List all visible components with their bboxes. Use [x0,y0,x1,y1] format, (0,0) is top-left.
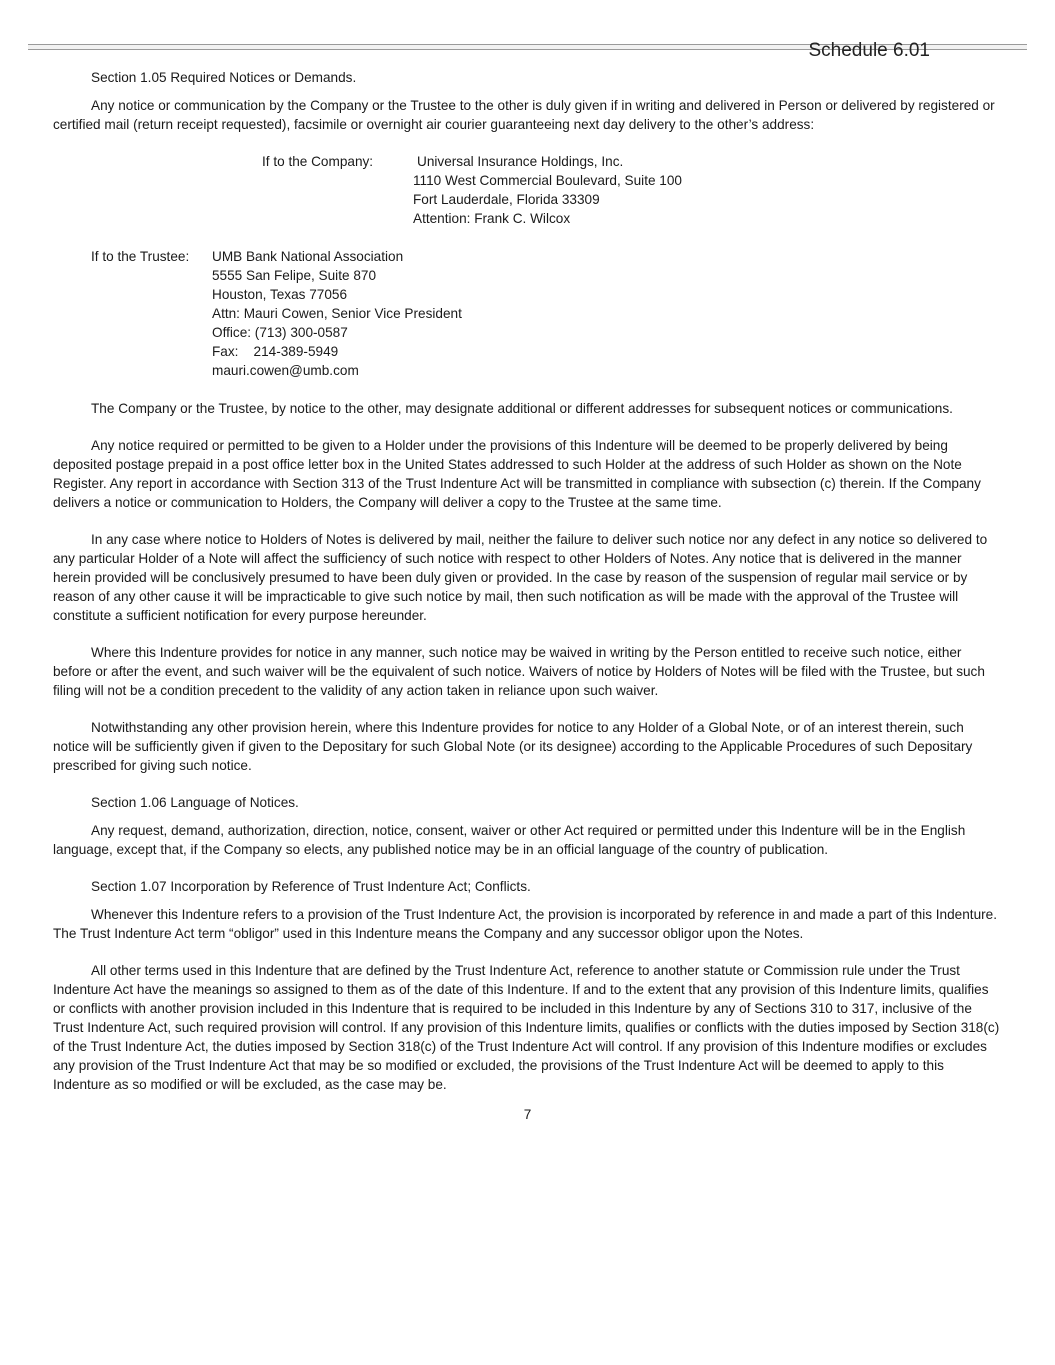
trustee-address-line: Houston, Texas 77056 [212,287,348,302]
company-address-line: 1110 West Commercial Boulevard, Suite 100 [413,173,682,188]
trustee-address-line: Office: (713) 300-0587 [212,325,348,340]
page-number: 7 [523,1107,532,1122]
section-1-05-paragraph: Any notice required or permitted to be given to a Holder under the provisions of this Indenture will be deemed to be properly delivered by being deposited postage prepaid in a post office letter box in the United States addressed to such Holder at the address of such Holder as shown on the Note Register. Any report in accordance with Section 313 of the Trust Indenture Act will be transmitted in compliance with subsection (c) therein. If the Company delivers a notice or communication to Holders, the Company will deliver a copy to the Trustee at the same time. [53,438,981,510]
company-address-lines [413,152,682,228]
trustee-address-label: If to the Trustee: [91,249,190,264]
company-address-line: Fort Lauderdale, Florida 33309 [413,192,600,207]
trustee-address-line: Fax: 214-389-5949 [212,344,339,359]
company-address-label: If to the Company: [262,154,374,169]
section-1-07-heading: Section 1.07 Incorporation by Reference of Trust Indenture Act; Conflicts. [91,879,531,894]
trustee-address-lines [212,247,462,380]
section-1-07-paragraph: Whenever this Indenture refers to a provision of the Trust Indenture Act, the provision is incorporated by reference in and made a part of this Indenture. The Trust Indenture Act term “obligor” used in this Indenture means the Company and any successor obligor upon the Notes. [53,907,998,941]
document-body [53,68,1003,1112]
trustee-address-line: UMB Bank National Association [212,249,404,264]
company-address-block [53,152,1003,228]
section-1-05-intro: Any notice or communication by the Company or the Trustee to the other is duly given if in writing and delivered in Person or delivered by registered or certified mail (return receipt requested), facsimile or overnight air courier guaranteeing next day delivery to the other’s address: [53,98,995,132]
trustee-address-line: Attn: Mauri Cowen, Senior Vice President [212,306,462,321]
schedule-label: Schedule 6.01 [808,40,930,61]
section-1-05-paragraph: The Company or the Trustee, by notice to the other, may designate additional or different addresses for subsequent notices or communications. [91,401,953,416]
section-1-07-paragraph: All other terms used in this Indenture that are defined by the Trust Indenture Act, reference to another statute or Commission rule under the Trust Indenture Act have the meanings so assigned to them as of the date of this Indenture. If and to the extent that any provision of this Indenture limits, qualifies or conflicts with another provision included in this Indenture that is required to be included in this Indenture by any of Sections 310 to 317, inclusive of the Trust Indenture Act, such required provision will control. If any provision of this Indenture limits, qualifies or conflicts with the duties imposed by Section 318(c) of the Trust Indenture Act, the duties imposed by Section 318(c) of the Trust Indenture Act will control. If any provision of this Indenture modifies or excludes any provision of the Trust Indenture Act that may be so modified or excluded, the provisions of the Trust Indenture Act will be deemed to apply to this Indenture as so modified or will be excluded, as the case may be. [53,963,1000,1092]
trustee-address-block [53,247,1003,380]
trustee-email: mauri.cowen@umb.com [212,363,359,378]
section-1-05-paragraph: Notwithstanding any other provision herein, where this Indenture provides for notice to any Holder of a Global Note, or of an interest therein, such notice will be sufficiently given if given to the Depositary for such Global Note (or its designee) according to the Applicable Procedures of such Depositary prescribed for giving such notice. [53,720,973,773]
section-1-06-heading: Section 1.06 Language of Notices. [91,795,299,810]
section-1-05-heading: Section 1.05 Required Notices or Demands. [91,70,357,85]
trustee-address-line: 5555 San Felipe, Suite 870 [212,268,377,283]
section-1-05-paragraph: Where this Indenture provides for notice in any manner, such notice may be waived in writing by the Person entitled to receive such notice, either before or after the event, and such waiver will be the equivalent of such notice. Waivers of notice by Holders of Notes will be filed with the Trustee, but such filing will not be a condition precedent to the validity of any action taken in reliance upon such waiver. [53,645,985,698]
company-address-line: Universal Insurance Holdings, Inc. [417,154,624,169]
section-1-05-paragraph: In any case where notice to Holders of Notes is delivered by mail, neither the failure to deliver such notice nor any defect in any notice so delivered to any particular Holder of a Note will affect the sufficiency of such notice with respect to other Holders of Notes. Any notice that is delivered in the manner herein provided will be conclusively presumed to have been duly given or provided. In the case by reason of the suspension of regular mail service or by reason of any other cause it will be impracticable to give such notice by mail, then such notification as will be made with the approval of the Trustee will constitute a sufficient notification for every purpose hereunder. [53,532,988,623]
section-1-06-paragraph: Any request, demand, authorization, direction, notice, consent, waiver or other Act required or permitted under this Indenture will be in the English language, except that, if the Company so elects, any published notice may be in an official language of the country of publication. [53,823,966,857]
company-address-line: Attention: Frank C. Wilcox [413,211,571,226]
